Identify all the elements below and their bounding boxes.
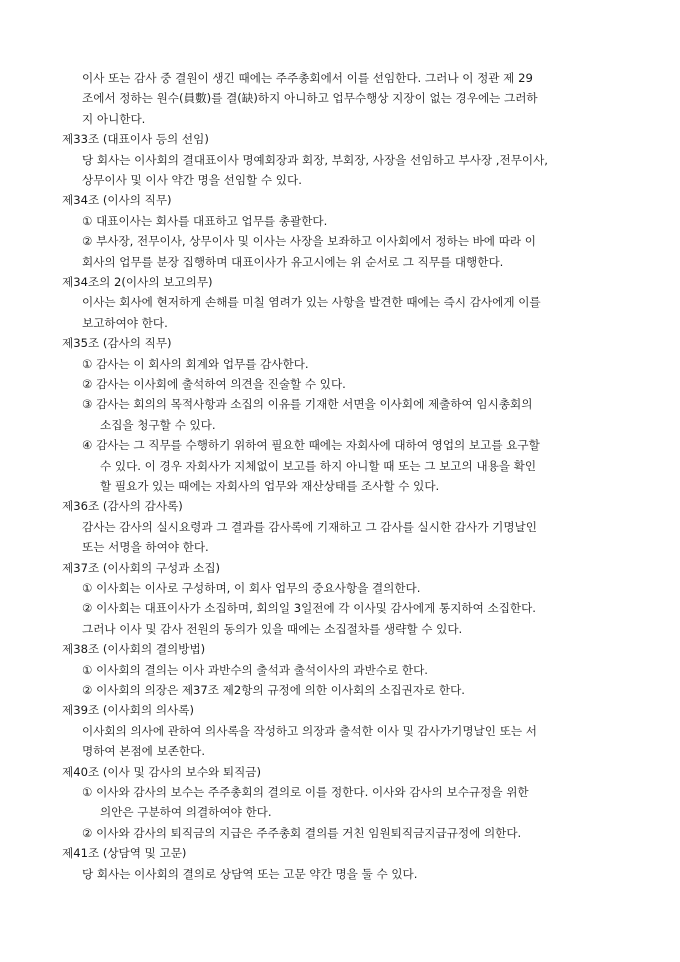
body-text-line: 회사의 업무를 분장 집행하며 대표이사가 유고시에는 위 순서로 그 직무를 대행한다. [82, 254, 504, 269]
article-heading: 제34조 (이사의 직무) [62, 193, 172, 208]
body-text-line: 명하여 본점에 보존한다. [82, 744, 206, 759]
item-continuation: 할 필요가 있는 때에는 자회사의 업무와 재산상태를 조사할 수 있다. [100, 479, 440, 493]
body-text-line: 당 회사는 이사회의 결의로 상담역 또는 고문 약간 명을 둘 수 있다. [82, 866, 418, 881]
body-text-line: 그러나 이사 및 감사 전원의 동의가 있을 때에는 소집절차를 생략할 수 있다. [82, 621, 463, 636]
item-continuation: 소집을 청구할 수 있다. [100, 417, 216, 432]
body-text-line: 조에서 정하는 원수(員數)를 결(缺)하지 아니하고 업무수행상 지장이 없는 경우에는 그러하 [82, 91, 538, 106]
body-text-line: 이사회의 의사에 관하여 의사록을 작성하고 의장과 출석한 이사 및 감사가기명날인 또는 서 [82, 723, 537, 738]
body-text-line: 이사 또는 감사 중 결원이 생긴 때에는 주주총회에서 이를 선임한다. 그러나 이 정관 제 29 [82, 71, 533, 85]
article-heading: 제41조 (상담역 및 고문) [62, 846, 187, 861]
numbered-item: ② 부사장, 전무이사, 상무이사 및 이사는 사장을 보좌하고 이사회에서 정하는 바에 따라 이 [82, 234, 536, 249]
body-text-line: 지 아니한다. [82, 111, 146, 126]
article-heading: 제38조 (이사회의 결의방법) [62, 642, 206, 657]
numbered-item: ① 감사는 이 회사의 회계와 업무를 감사한다. [82, 356, 309, 371]
body-text-line: 또는 서명을 하여야 한다. [82, 540, 209, 555]
numbered-item: ① 이사회의 결의는 이사 과반수의 출석과 출석이사의 과반수로 한다. [82, 662, 428, 677]
article-heading: 제36조 (감사의 감사록) [62, 499, 183, 514]
article-heading: 제34조의 2(이사의 보고의무) [62, 275, 213, 289]
article-heading: 제39조 (이사회의 의사록) [62, 703, 194, 718]
numbered-item: ① 대표이사는 회사를 대표하고 업무를 총괄한다. [82, 213, 328, 228]
item-continuation: 의안은 구분하여 의결하여야 한다. [100, 805, 272, 820]
numbered-item: ③ 감사는 회의의 목적사항과 소집의 이유를 기재한 서면을 이사회에 제출하여 임시총회의 [82, 397, 533, 412]
body-text-line: 당 회사는 이사회의 결대표이사 명예회장과 회장, 부회장, 사장을 선임하고 부사장 ,전무이사, [82, 152, 548, 167]
numbered-item: ② 감사는 이사회에 출석하여 의견을 진술할 수 있다. [82, 377, 346, 391]
numbered-item: ④ 감사는 그 직무를 수행하기 위하여 필요한 때에는 자회사에 대하여 영업의 보고를 요구할 [82, 438, 540, 453]
body-text-line: 상무이사 및 이사 약간 명을 선임할 수 있다. [82, 173, 302, 187]
article-heading: 제33조 (대표이사 등의 선임) [62, 132, 209, 147]
numbered-item: ① 이사회는 이사로 구성하며, 이 회사 업무의 중요사항을 결의한다. [82, 581, 421, 595]
item-continuation: 수 있다. 이 경우 자회사가 지체없이 보고를 하지 아니할 때 또는 그 보고의 내용을 확인 [100, 458, 537, 473]
article-heading: 제35조 (감사의 직무) [62, 336, 172, 351]
article-heading: 제37조 (이사회의 구성과 소집) [62, 560, 221, 575]
numbered-item: ① 이사와 감사의 보수는 주주총회의 결의로 이를 정한다. 이사와 감사의 보수규정을 위한 [82, 785, 529, 799]
numbered-item: ② 이사회는 대표이사가 소집하며, 회의일 3일전에 각 이사및 감사에게 통지하여 소집한다. [82, 601, 536, 616]
numbered-item: ② 이사와 감사의 퇴직금의 지급은 주주총회 결의를 거친 임원퇴직금지급규정에 의한다. [82, 825, 522, 840]
body-text-line: 보고하여야 한다. [82, 315, 168, 330]
numbered-item: ② 이사회의 의장은 제37조 제2항의 규정에 의한 이사회의 소집권자로 한다. [82, 683, 465, 697]
body-text-line: 이사는 회사에 현저하게 손해를 미칠 염려가 있는 사항을 발견한 때에는 즉시 감사에게 이를 [82, 295, 541, 310]
article-heading: 제40조 (이사 및 감사의 보수와 퇴직금) [62, 764, 262, 779]
body-text-line: 감사는 감사의 실시요령과 그 결과를 감사록에 기재하고 그 감사를 실시한 감사가 기명날인 [82, 519, 537, 534]
